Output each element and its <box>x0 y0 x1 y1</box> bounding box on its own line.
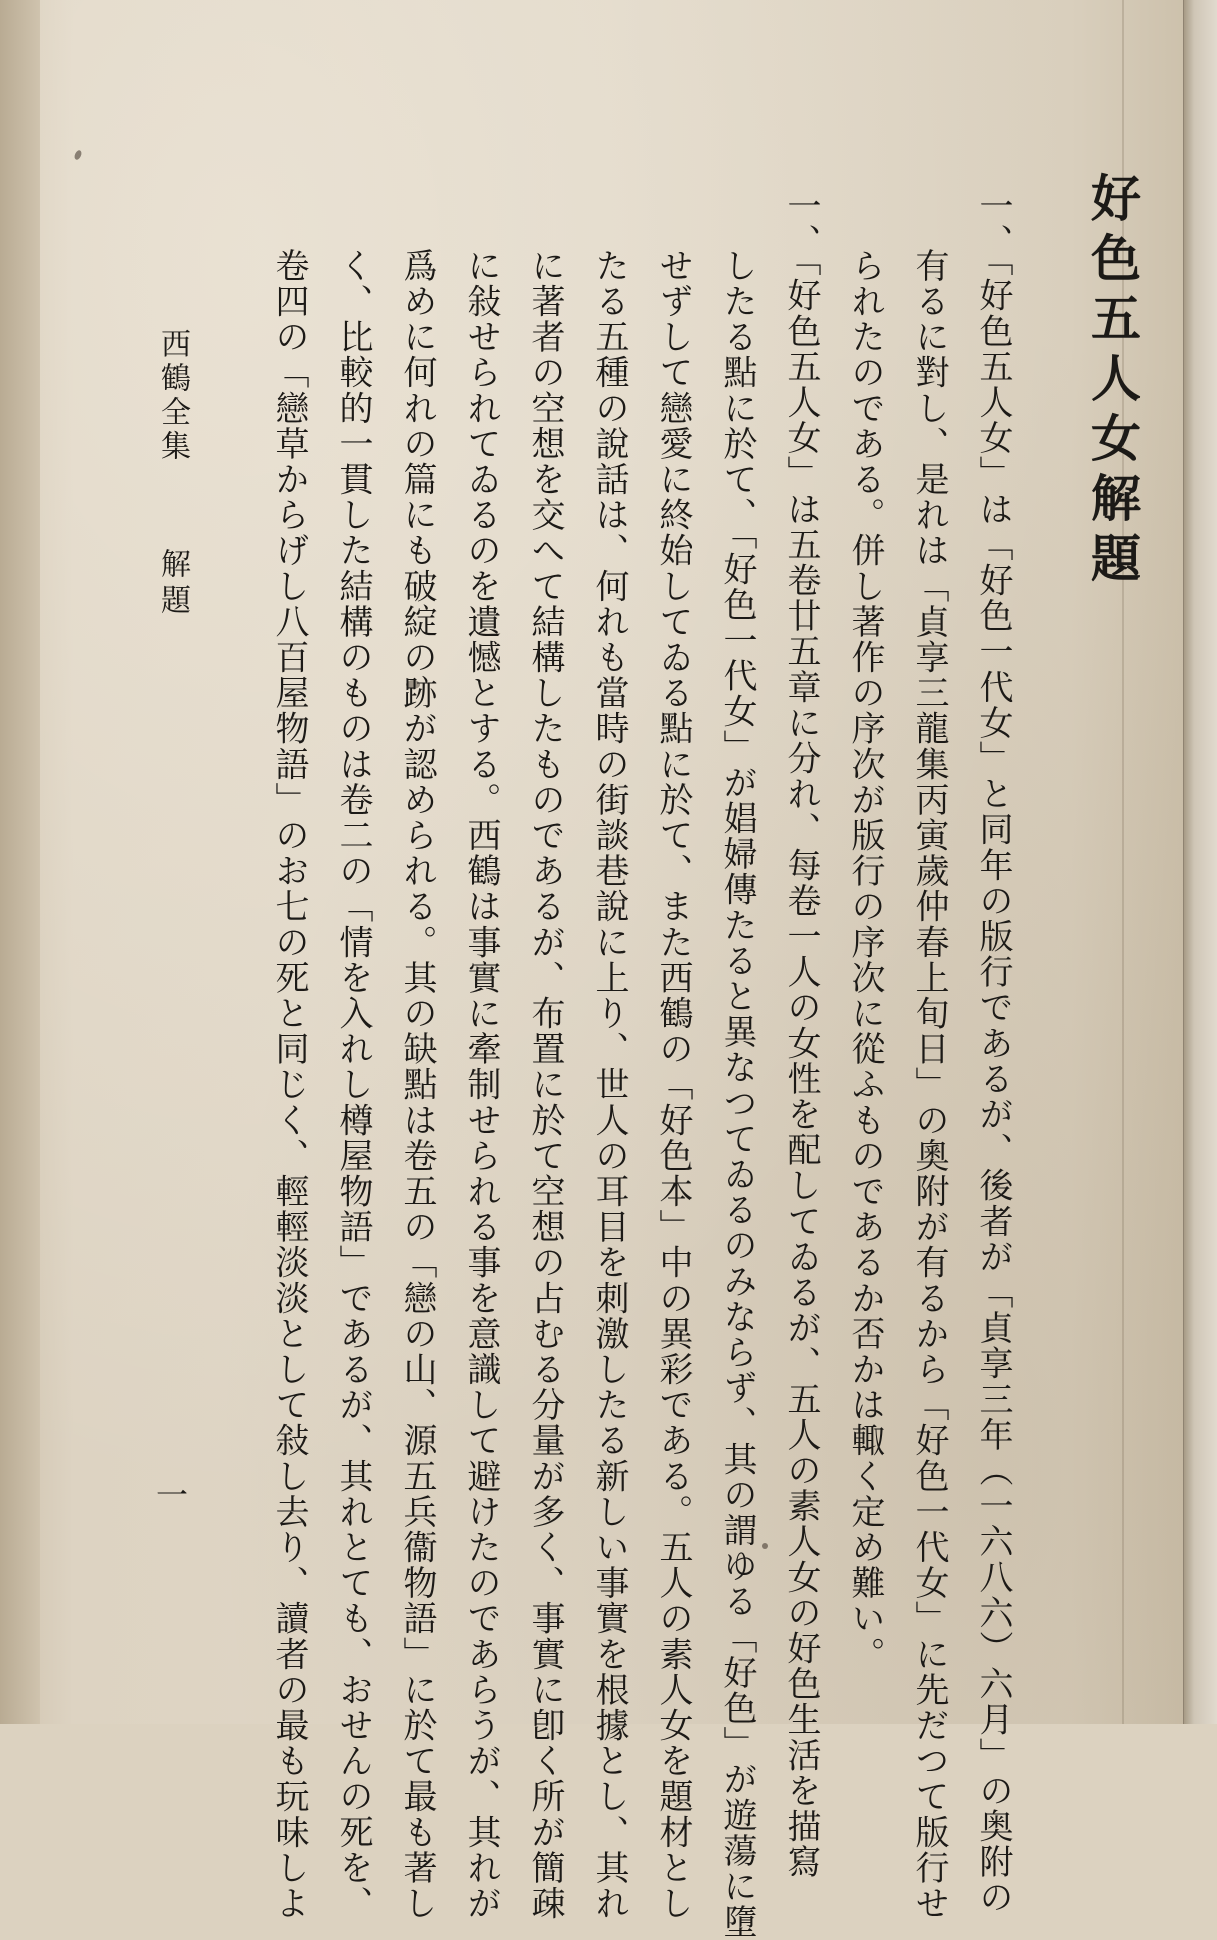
text-line: く、比較的一貫した結構のものは卷二の「情を入れし樽屋物語」であるが、其れとても、おせんの死を、 <box>333 248 373 1922</box>
page-number: 一 <box>151 1478 189 1510</box>
text-line: したる點に於て、「好色一代女」が娼婦傳たると異なつてゐるのみならず、其の謂ゆる「好色」が遊蕩に墮 <box>717 248 757 1940</box>
text-line: に著者の空想を交へて結構したものであるが、布置に於て空想の占むる分量が多く、事實に卽く所が簡疎 <box>525 248 565 1922</box>
text-line: 爲めに何れの篇にも破綻の跡が認められる。其の缺點は卷五の「戀の山、源五兵衞物語」に於て最も著し <box>397 248 437 1922</box>
document-title: 好色五人女解題 <box>1083 172 1142 592</box>
text-line: 卷四の「戀草からげし八百屋物語」のお七の死と同じく、輕輕淡淡として敍し去り、讀者の最も玩味しよ <box>269 248 309 1922</box>
running-footer-section: 解題 <box>155 548 190 620</box>
paper-stain <box>762 1543 768 1549</box>
running-footer-title: 西鶴全集 <box>155 328 190 464</box>
text-line: られたのである。併し著作の序次が版行の序次に從ふものであるか否かは輙く定め難い。 <box>845 248 885 1672</box>
text-line: 一、「好色五人女」は五卷廿五章に分れ、每卷一人の女性を配してゐるが、五人の素人女の好色生活を描寫 <box>781 188 821 1880</box>
text-line: 一、「好色五人女」は「好色一代女」と同年の版行であるが、後者が「貞享三年（一六八六）六月」の奥附の <box>973 188 1013 1916</box>
text-line: せずして戀愛に終始してゐる點に於て、また西鶴の「好色本」中の異彩である。五人の素人女を題材とし <box>653 248 693 1922</box>
paper-stain <box>73 149 83 161</box>
page-left-margin <box>0 0 40 1724</box>
adjacent-page-edge <box>1183 0 1217 1724</box>
text-line: たる五種の說話は、何れも當時の街談巷說に上り、世人の耳目を刺激したる新しい事實を根據とし、其れ <box>589 248 629 1922</box>
text-line: に敍せられてゐるのを遺憾とする。西鶴は事實に牽制せられる事を意識して避けたのであらうが、其れが <box>461 248 501 1922</box>
text-line: 有るに對し、是れは「貞享三龍集丙寅歲仲春上旬日」の奧附が有るから「好色一代女」に先だつて版行せ <box>909 248 949 1922</box>
